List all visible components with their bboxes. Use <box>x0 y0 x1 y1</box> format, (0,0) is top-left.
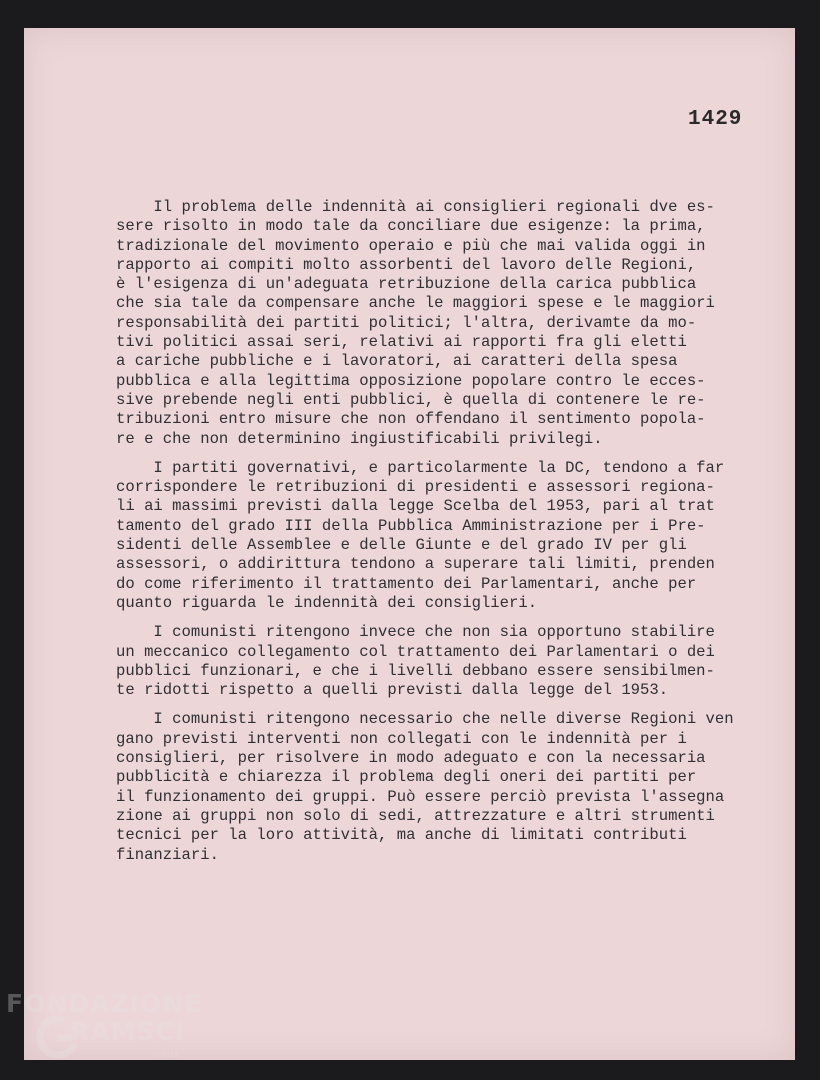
page-number: 1429 <box>688 108 743 131</box>
paragraph <box>116 623 766 700</box>
text-line: tribuzioni entro misure che non offendano il sentimento popola- <box>116 410 706 429</box>
text-line: te ridotti rispetto a quelli previsti dalla legge del 1953. <box>116 681 669 700</box>
text-line: il funzionamento dei gruppi. Può essere perciò prevista l'assegna <box>116 787 725 806</box>
text-line: tivi politici assai seri, relativi ai rapporti fra gli eletti <box>116 333 687 352</box>
text-line: Il problema delle indennità ai consiglieri regionali dve es- <box>116 198 715 216</box>
document-page <box>24 28 795 1060</box>
text-line: assessori, o addirittura tendono a superare tali limiti, prenden <box>116 555 715 574</box>
text-line: sere risolto in modo tale da conciliare due esigenze: la prima, <box>116 217 706 236</box>
text-line: sidenti delle Assemblee e delle Giunte e del grado IV per gli <box>116 536 687 555</box>
text-line: tamento del grado III della Pubblica Amministrazione per i Pre- <box>116 516 706 535</box>
text-line: è l'esigenza di un'adeguata retribuzione della carica pubblica <box>116 275 697 294</box>
text-line: pubblici funzionari, e che i livelli debbano essere sensibilmen- <box>116 661 715 680</box>
text-line: re e che non determinino ingiustificabili privilegi. <box>116 429 603 448</box>
watermark-line2: RAMSCI <box>70 1017 186 1046</box>
text-line: I comunisti ritengono necessario che nelle diverse Regioni ven <box>116 710 734 729</box>
text-line: a cariche pubbliche e i lavoratori, ai caratteri della spesa <box>116 352 678 371</box>
text-line: un meccanico collegamento col trattamento dei Parlamentari o dei <box>116 642 715 661</box>
paragraph <box>116 459 766 613</box>
fondazione-gramsci-watermark <box>6 985 216 1080</box>
watermark-subtext: onlus <box>152 1049 179 1060</box>
text-line: consiglieri, per risolvere in modo adeguato e con la necessaria <box>116 749 706 768</box>
text-line: gano previsti interventi non collegati con le indennità per i <box>116 729 687 748</box>
text-line: tecnici per la loro attività, ma anche di limitati contributi <box>116 826 687 845</box>
text-line: rapporto ai compiti molto assorbenti del lavoro delle Regioni, <box>116 255 697 274</box>
text-line: zione ai gruppi non solo di sedi, attrezzature e altri strumenti <box>116 806 715 825</box>
text-line: corrispondere le retribuzioni di presidenti e assessori regiona- <box>116 478 715 497</box>
text-line: quanto riguarda le indennità dei consiglieri. <box>116 593 538 612</box>
text-line: pubblica e alla legittima opposizione popolare contro le ecces- <box>116 371 706 390</box>
text-line: pubblicità e chiarezza il problema degli oneri dei partiti per <box>116 768 697 787</box>
document-body <box>116 198 766 875</box>
paragraph <box>116 710 766 864</box>
text-line: responsabilità dei partiti politici; l'altra, derivamte da mo- <box>116 313 697 332</box>
paragraph <box>116 198 766 449</box>
watermark-line1: FONDAZIONE <box>6 989 203 1018</box>
text-line: finanziari. <box>116 845 219 864</box>
text-line: che sia tale da compensare anche le maggiori spese e le maggiori <box>116 294 715 313</box>
text-line: do come riferimento il trattamento dei Parlamentari, anche per <box>116 574 697 593</box>
text-line: sive prebende negli enti pubblici, è quella di contenere le re- <box>116 390 706 409</box>
text-line: tradizionale del movimento operaio e più che mai valida oggi in <box>116 236 706 255</box>
text-line: I partiti governativi, e particolarmente la DC, tendono a far <box>116 458 725 477</box>
text-line: I comunisti ritengono invece che non sia opportuno stabilire <box>116 623 715 642</box>
text-line: li ai massimi previsti dalla legge Scelba del 1953, pari al trat <box>116 497 715 516</box>
